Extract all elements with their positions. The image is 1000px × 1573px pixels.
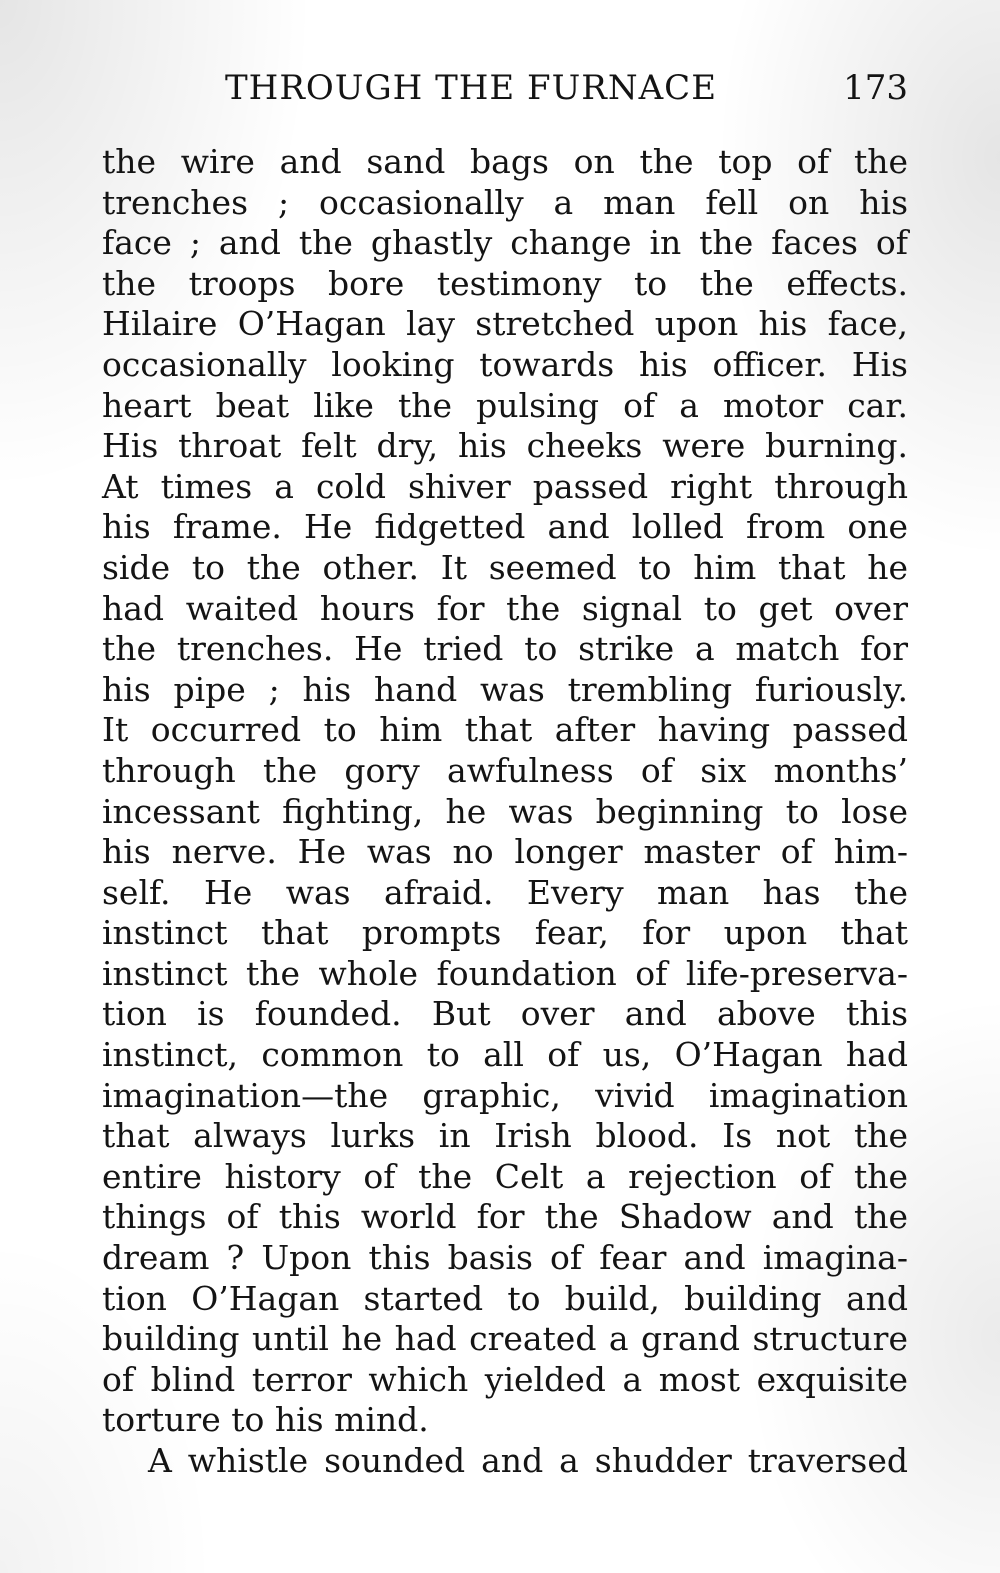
text-line: that always lurks in Irish blood. Is not the <box>102 1116 908 1156</box>
text-line: tion is founded. But over and above this <box>102 994 908 1034</box>
text-line: had waited hours for the signal to get over <box>102 588 908 628</box>
text-line: the trenches. He tried to strike a match for <box>102 629 908 669</box>
text-line: his pipe ; his hand was trembling furiously. <box>102 669 908 709</box>
text-line: heart beat like the pulsing of a motor car. <box>102 385 908 425</box>
text-line: His throat felt dry, his cheeks were burning. <box>102 426 908 466</box>
text-line: It occurred to him that after having passed <box>102 710 908 750</box>
text-line: instinct that prompts fear, for upon that <box>102 913 908 953</box>
text-line: At times a cold shiver passed right through <box>102 466 908 506</box>
text-line: tion O’Hagan started to build, building and <box>102 1278 908 1318</box>
text-line: side to the other. It seemed to him that he <box>102 547 908 587</box>
text-line: instinct, common to all of us, O’Hagan had <box>102 1035 908 1075</box>
text-line: trenches ; occasionally a man fell on his <box>102 182 908 222</box>
text-line: instinct the whole foundation of life-preserva- <box>102 953 908 993</box>
text-line: the wire and sand bags on the top of the <box>102 142 908 181</box>
text-line: incessant fighting, he was beginning to lose <box>102 791 908 831</box>
text-line: his frame. He fidgetted and lolled from one <box>102 507 908 547</box>
running-title: THROUGH THE FURNACE <box>225 68 718 108</box>
text-line: dream ? Upon this basis of fear and imagina- <box>102 1238 908 1278</box>
text-line: face ; and the ghastly change in the faces of <box>102 223 908 263</box>
running-head <box>100 68 908 112</box>
text-line: imagination—the graphic, vivid imagination <box>102 1075 908 1115</box>
text-line: his nerve. He was no longer master of him- <box>102 832 908 872</box>
text-line: occasionally looking towards his officer. His <box>102 344 908 384</box>
text-line: entire history of the Celt a rejection of the <box>102 1156 908 1196</box>
text-line: building until he had created a grand structure <box>102 1319 908 1359</box>
text-line: things of this world for the Shadow and the <box>102 1197 908 1237</box>
text-line: of blind terror which yielded a most exquisite <box>102 1359 908 1399</box>
paragraph-start-line: A whistle sounded and a shudder traversed <box>148 1441 908 1480</box>
text-line: through the gory awfulness of six months’ <box>102 750 908 790</box>
page-number: 173 <box>843 68 908 108</box>
body-text <box>102 142 908 1482</box>
paragraph-end-line: torture to his mind. <box>102 1400 429 1440</box>
text-line: Hilaire O’Hagan lay stretched upon his face, <box>102 304 908 344</box>
text-line: the troops bore testimony to the effects. <box>102 263 908 303</box>
text-line: self. He was afraid. Every man has the <box>102 872 908 912</box>
